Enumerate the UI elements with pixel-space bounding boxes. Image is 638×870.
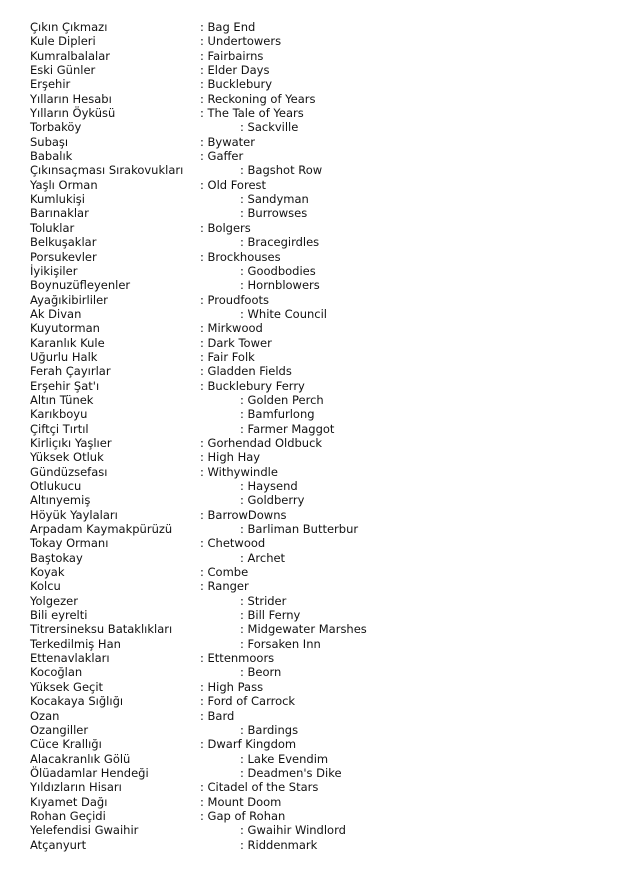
- glossary-list: [30, 20, 620, 852]
- turkish-term: Boynuzüfleyenler: [30, 278, 131, 293]
- english-term: : Sandyman: [240, 192, 309, 207]
- english-term: : Riddenmark: [240, 837, 318, 852]
- english-term: : Dwarf Kingdom: [200, 737, 297, 752]
- english-term: : Sackville: [240, 120, 299, 135]
- english-term: : Forsaken Inn: [240, 636, 321, 651]
- turkish-term: Altın Tünek: [30, 392, 94, 407]
- glossary-row: [30, 163, 620, 177]
- glossary-row: [30, 450, 620, 464]
- turkish-term: Karanlık Kule: [30, 335, 105, 350]
- english-term: : Burrowses: [240, 206, 308, 221]
- turkish-term: Barınaklar: [30, 206, 89, 221]
- glossary-row: [30, 579, 620, 593]
- glossary-row: [30, 393, 620, 407]
- turkish-term: Otlukucu: [30, 479, 82, 493]
- english-term: : Lake Evendim: [240, 751, 329, 766]
- glossary-row: [30, 680, 620, 694]
- turkish-term: Ak Divan: [30, 306, 82, 321]
- english-term: : Gap of Rohan: [200, 808, 286, 823]
- glossary-row: [30, 651, 620, 665]
- turkish-term: Ferah Çayırlar: [30, 364, 111, 379]
- english-term: : Mount Doom: [200, 794, 282, 809]
- english-term: : Gwaihir Windlord: [240, 823, 346, 838]
- english-term: : Gorhendad Oldbuck: [200, 435, 323, 450]
- english-term: : Hornblowers: [240, 278, 320, 293]
- english-term: : Fair Folk: [200, 349, 255, 364]
- glossary-row: [30, 92, 620, 106]
- glossary-row: [30, 536, 620, 550]
- english-term: : Elder Days: [200, 63, 270, 78]
- turkish-term: Erşehir: [30, 77, 71, 92]
- glossary-row: [30, 178, 620, 192]
- glossary-row: [30, 795, 620, 809]
- english-term: : Bagshot Row: [240, 163, 323, 178]
- turkish-term: Uğurlu Halk: [30, 349, 98, 364]
- turkish-term: Çiftçi Tırtıl: [30, 421, 89, 436]
- glossary-row: [30, 407, 620, 421]
- glossary-row: [30, 823, 620, 837]
- glossary-row: [30, 321, 620, 335]
- turkish-term: Yelefendisi Gwaihir: [30, 823, 139, 838]
- english-term: : Bardings: [240, 722, 299, 737]
- english-term: : The Tale of Years: [200, 106, 304, 121]
- english-term: : Haysend: [240, 479, 298, 493]
- english-term: : Fairbairns: [200, 48, 264, 63]
- turkish-term: Porsukevler: [30, 249, 97, 264]
- english-term: : Brockhouses: [200, 249, 281, 264]
- glossary-row: [30, 221, 620, 235]
- turkish-term: Kocakaya Sığlığı: [30, 694, 124, 709]
- english-term: : White Council: [240, 306, 327, 321]
- english-term: : High Hay: [200, 450, 261, 465]
- turkish-term: Kumralbalalar: [30, 48, 110, 63]
- english-term: : Deadmen's Dike: [240, 765, 342, 780]
- turkish-term: Babalık: [30, 149, 73, 164]
- glossary-row: [30, 637, 620, 651]
- turkish-term: Karıkboyu: [30, 407, 88, 422]
- glossary-row: [30, 780, 620, 794]
- glossary-row: [30, 34, 620, 48]
- english-term: : Goodbodies: [240, 263, 316, 278]
- english-term: : Bolgers: [200, 220, 251, 235]
- glossary-row: [30, 422, 620, 436]
- glossary-row: [30, 20, 620, 34]
- english-term: : Bard: [200, 708, 235, 723]
- english-term: : Farmer Maggot: [240, 421, 335, 436]
- english-term: : Bamfurlong: [240, 407, 315, 422]
- glossary-row: [30, 465, 620, 479]
- glossary-row: [30, 838, 620, 852]
- glossary-row: [30, 665, 620, 679]
- glossary-row: [30, 307, 620, 321]
- glossary-row: [30, 336, 620, 350]
- glossary-row: [30, 250, 620, 264]
- glossary-row: [30, 235, 620, 249]
- glossary-row: [30, 809, 620, 823]
- english-term: : Combe: [200, 565, 249, 580]
- glossary-row: [30, 135, 620, 149]
- turkish-term: Altınyemiş: [30, 493, 91, 508]
- english-term: : Beorn: [240, 665, 282, 680]
- glossary-row: [30, 709, 620, 723]
- turkish-term: Kuyutorman: [30, 321, 100, 336]
- english-term: : Gladden Fields: [200, 364, 292, 379]
- glossary-row: [30, 594, 620, 608]
- english-term: : Bywater: [200, 134, 255, 149]
- english-term: : Chetwood: [200, 536, 266, 551]
- turkish-term: Titrersineksu Bataklıkları: [30, 622, 173, 637]
- turkish-term: Yılların Öyküsü: [30, 106, 116, 121]
- english-term: : Mirkwood: [200, 321, 263, 336]
- turkish-term: Subaşı: [30, 134, 69, 149]
- english-term: : Goldberry: [240, 493, 305, 508]
- turkish-term: Baştokay: [30, 550, 83, 565]
- glossary-row: [30, 723, 620, 737]
- turkish-term: Yılların Hesabı: [30, 91, 112, 106]
- english-term: : Gaffer: [200, 149, 244, 164]
- english-term: : Proudfoots: [200, 292, 269, 307]
- glossary-row: [30, 63, 620, 77]
- turkish-term: Kocoğlan: [30, 665, 83, 680]
- turkish-term: Yüksek Geçit: [30, 679, 104, 694]
- glossary-row: [30, 737, 620, 751]
- english-term: : Reckoning of Years: [200, 91, 316, 106]
- english-term: : Ettenmoors: [200, 651, 275, 666]
- english-term: : Ranger: [200, 579, 249, 594]
- turkish-term: Erşehir Şat'ı: [30, 378, 100, 393]
- turkish-term: Ozangiller: [30, 722, 89, 737]
- english-term: : High Pass: [200, 679, 264, 694]
- turkish-term: Torbaköy: [30, 120, 82, 135]
- turkish-term: Bili eyrelti: [30, 608, 88, 623]
- turkish-term: Yüksek Otluk: [30, 450, 104, 465]
- turkish-term: Arpadam Kaymakpürüzü: [30, 522, 173, 537]
- english-term: : Old Forest: [200, 177, 267, 192]
- glossary-row: [30, 436, 620, 450]
- glossary-row: [30, 120, 620, 134]
- english-term: : Bracegirdles: [240, 235, 320, 250]
- turkish-term: Tokay Ormanı: [30, 536, 109, 551]
- turkish-term: Ozan: [30, 708, 60, 723]
- turkish-term: Kıyamet Dağı: [30, 794, 108, 809]
- glossary-row: [30, 522, 620, 536]
- turkish-term: Höyük Yaylaları: [30, 507, 118, 522]
- turkish-term: Alacakranlık Gölü: [30, 751, 131, 766]
- glossary-row: [30, 493, 620, 507]
- english-term: : Bucklebury Ferry: [200, 378, 305, 393]
- glossary-row: [30, 206, 620, 220]
- turkish-term: Toluklar: [30, 220, 75, 235]
- turkish-term: Yolgezer: [30, 593, 78, 608]
- english-term: : Bill Ferny: [240, 608, 301, 623]
- turkish-term: Eski Günler: [30, 63, 96, 78]
- english-term: : Archet: [240, 550, 286, 565]
- english-term: : Dark Tower: [200, 335, 272, 350]
- glossary-row: [30, 608, 620, 622]
- turkish-term: Çıkınsaçması Sırakovukları: [30, 163, 184, 178]
- glossary-row: [30, 752, 620, 766]
- turkish-term: Kule Dipleri: [30, 34, 96, 49]
- english-term: : BarrowDowns: [200, 507, 287, 522]
- turkish-term: Gündüzsefası: [30, 464, 108, 479]
- turkish-term: Terkedilmiş Han: [30, 636, 121, 651]
- glossary-row: [30, 479, 620, 493]
- turkish-term: Koyak: [30, 565, 65, 580]
- english-term: : Withywindle: [200, 464, 278, 479]
- turkish-term: Kirliçıkı Yaşlıer: [30, 435, 112, 450]
- turkish-term: Atçanyurt: [30, 837, 87, 852]
- glossary-row: [30, 364, 620, 378]
- glossary-row: [30, 49, 620, 63]
- turkish-term: Rohan Geçidi: [30, 808, 106, 823]
- glossary-row: [30, 694, 620, 708]
- english-term: : Midgewater Marshes: [240, 622, 367, 637]
- english-term: : Undertowers: [200, 34, 282, 49]
- glossary-row: [30, 293, 620, 307]
- english-term: : Bucklebury: [200, 77, 273, 92]
- english-term: : Golden Perch: [240, 392, 324, 407]
- glossary-row: [30, 77, 620, 91]
- english-term: : Ford of Carrock: [200, 694, 296, 709]
- turkish-term: Kumlukişi: [30, 192, 85, 207]
- glossary-row: [30, 508, 620, 522]
- glossary-row: [30, 551, 620, 565]
- glossary-row: [30, 106, 620, 120]
- english-term: : Bag End: [200, 20, 256, 34]
- turkish-term: Ölüadamlar Hendeği: [30, 765, 149, 780]
- glossary-row: [30, 379, 620, 393]
- turkish-term: Belkuşaklar: [30, 235, 97, 250]
- glossary-row: [30, 350, 620, 364]
- english-term: : Citadel of the Stars: [200, 780, 319, 795]
- glossary-row: [30, 192, 620, 206]
- english-term: : Barliman Butterbur: [240, 522, 359, 537]
- turkish-term: Cüce Krallığı: [30, 737, 102, 752]
- turkish-term: Yıldızların Hisarı: [30, 780, 122, 795]
- english-term: : Strider: [240, 593, 287, 608]
- glossary-row: [30, 565, 620, 579]
- turkish-term: Kolcu: [30, 579, 61, 594]
- glossary-row: [30, 149, 620, 163]
- glossary-row: [30, 766, 620, 780]
- glossary-row: [30, 622, 620, 636]
- turkish-term: Ayağıkibirliler: [30, 292, 108, 307]
- turkish-term: İyikişiler: [30, 263, 78, 278]
- turkish-term: Yaşlı Orman: [30, 177, 98, 192]
- glossary-row: [30, 278, 620, 292]
- turkish-term: Çıkın Çıkmazı: [30, 20, 108, 34]
- turkish-term: Ettenavlakları: [30, 651, 110, 666]
- glossary-row: [30, 264, 620, 278]
